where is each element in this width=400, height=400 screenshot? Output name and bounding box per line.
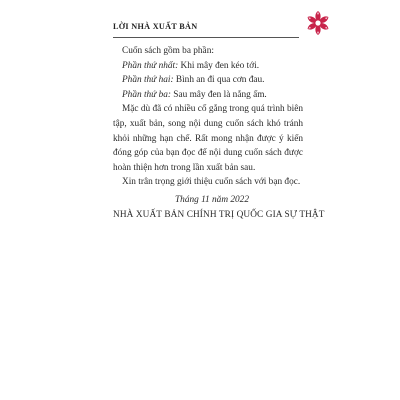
part-label: Phần thứ ba: <box>122 89 171 100</box>
closing-line: Xin trân trọng giới thiệu cuốn sách với bạn đọc. <box>122 177 301 188</box>
header-divider <box>113 37 299 38</box>
part-line-3 <box>113 88 303 103</box>
logo-center <box>315 20 320 25</box>
part-text: Bình an đi qua cơn đau. <box>173 75 265 86</box>
publisher-flower-logo-icon <box>304 9 332 37</box>
part-label: Phần thứ hai: <box>122 75 174 86</box>
intro-line: Cuốn sách gồm ba phần: <box>122 46 214 56</box>
page-header <box>113 17 299 39</box>
page-body <box>113 44 325 222</box>
part-text: Khi mây đen kéo tới. <box>178 60 260 71</box>
part-line-1 <box>113 59 303 74</box>
date-line: Tháng 11 năm 2022 <box>175 194 249 205</box>
publisher-name: NHÀ XUẤT BẢN CHÍNH TRỊ QUỐC GIA SỰ THẬT <box>113 209 325 220</box>
body-paragraph: Mặc dù đã có nhiều cố gắng trong quá trình biên tập, xuất bản, song nội dung cuốn sách khó tránh khỏi những hạn chế. Rất mong nhận được ý kiến đóng góp của bạn đọc để nội dung cuốn sách được hoàn thiện hơn trong lần xuất bản sau. <box>113 104 303 173</box>
section-title: LỜI NHÀ XUẤT BẢN <box>113 22 198 31</box>
part-line-2 <box>113 73 303 88</box>
part-label: Phần thứ nhất: <box>122 60 179 71</box>
part-text: Sau mây đen là nắng ấm. <box>170 89 267 100</box>
